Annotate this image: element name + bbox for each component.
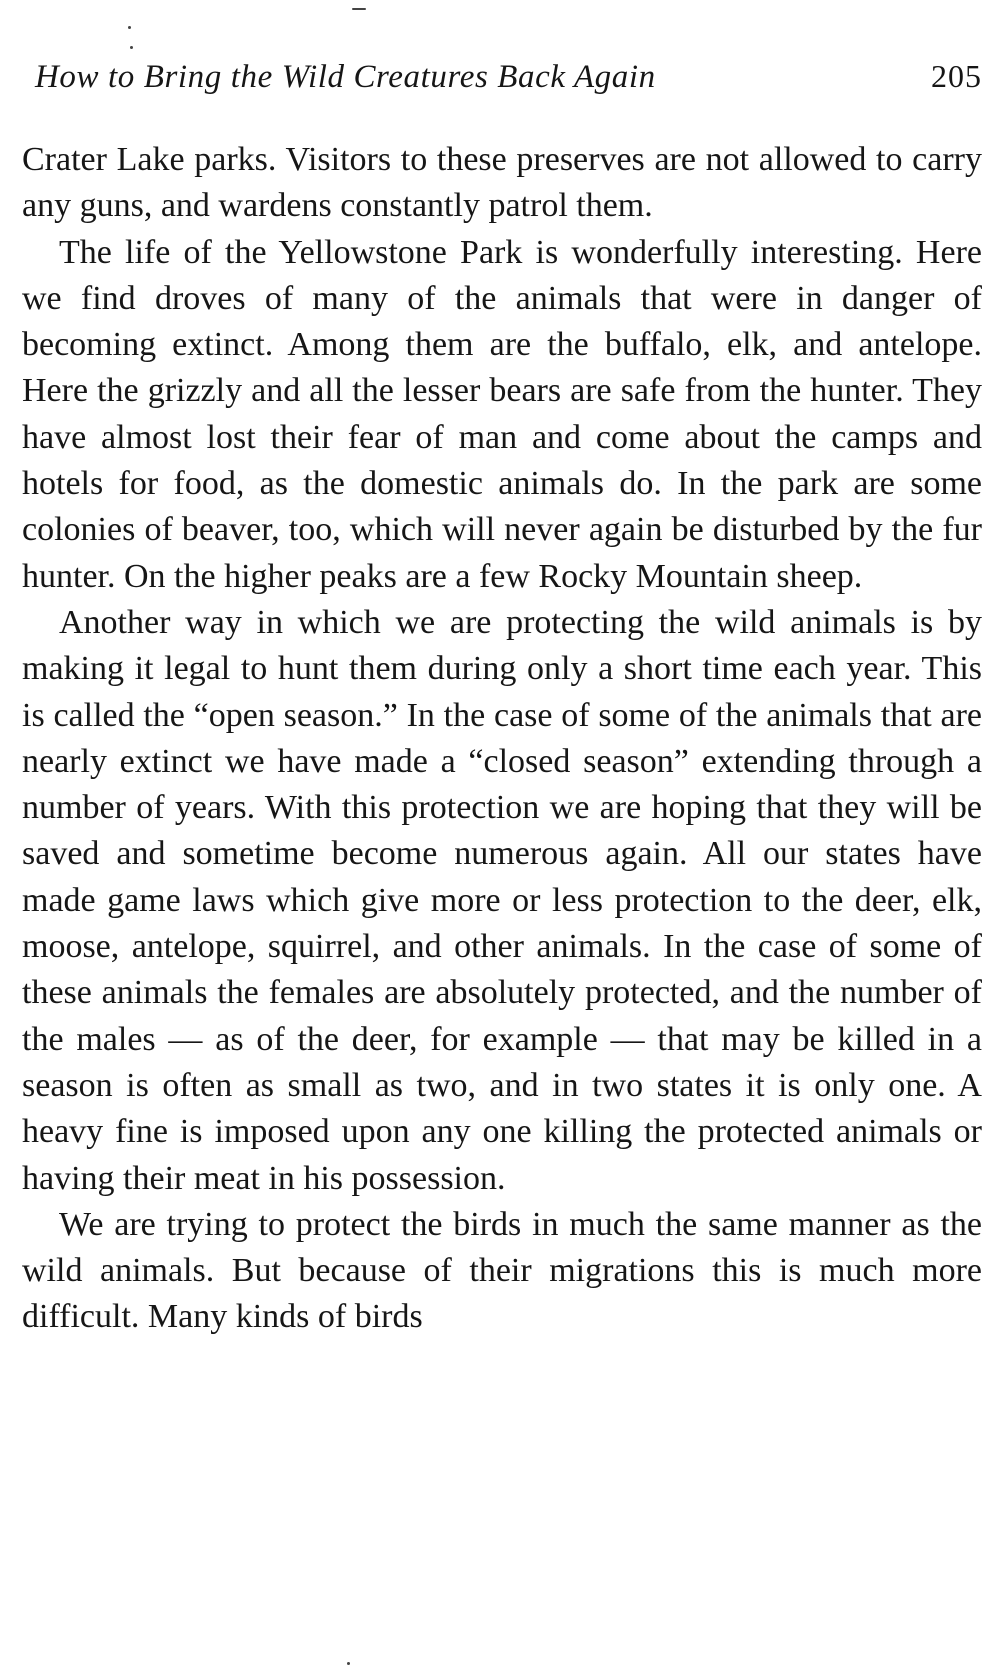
running-head bbox=[35, 58, 982, 98]
body-text bbox=[22, 137, 982, 1341]
ink-speck bbox=[130, 46, 133, 49]
book-page bbox=[22, 0, 982, 1674]
running-title: How to Bring the Wild Creatures Back Again bbox=[35, 59, 656, 95]
ink-speck bbox=[128, 26, 131, 29]
paragraph-game-laws: Another way in which we are protecting the wild animals is by making it legal to hunt them during only a short time each year. This is called the “open season.” In the case of some of the animals that are nearly extinct we have made a “closed season” extending through a number of years. With this protection we are hoping that they will be saved and sometime become numerous again. All our states have made game laws which give more or less protection to the deer, elk, moose, antelope, squirrel, and other animals. In the case of some of these animals the females are absolutely protected, and the number of the males — as of the deer, for example — that may be killed in a season is often as small as two, and in two states it is only one. A heavy fine is imposed upon any one killing the protected animals or having their meat in his possession. bbox=[22, 603, 982, 1197]
page-number: 205 bbox=[931, 58, 982, 94]
paragraph-continuation: Crater Lake parks. Visitors to these preserves are not allowed to carry any guns, and wardens constantly patrol them. bbox=[22, 141, 982, 225]
ink-speck bbox=[352, 8, 366, 10]
ink-speck bbox=[347, 1662, 350, 1665]
paragraph-birds: We are trying to protect the birds in much the same manner as the wild animals. But because of their migrations this is much more difficult. Many kinds of birds bbox=[22, 1205, 982, 1336]
paragraph-yellowstone: The life of the Yellowstone Park is wonderfully interesting. Here we find droves of many of the animals that were in danger of becoming extinct. Among them are the buffalo, elk, and antelope. Here the grizzly and all the lesser bears are safe from the hunter. They have almost lost their fear of man and come about the camps and hotels for food, as the domestic animals do. In the park are some colonies of beaver, too, which will never again be disturbed by the fur hunter. On the higher peaks are a few Rocky Mountain sheep. bbox=[22, 233, 982, 595]
